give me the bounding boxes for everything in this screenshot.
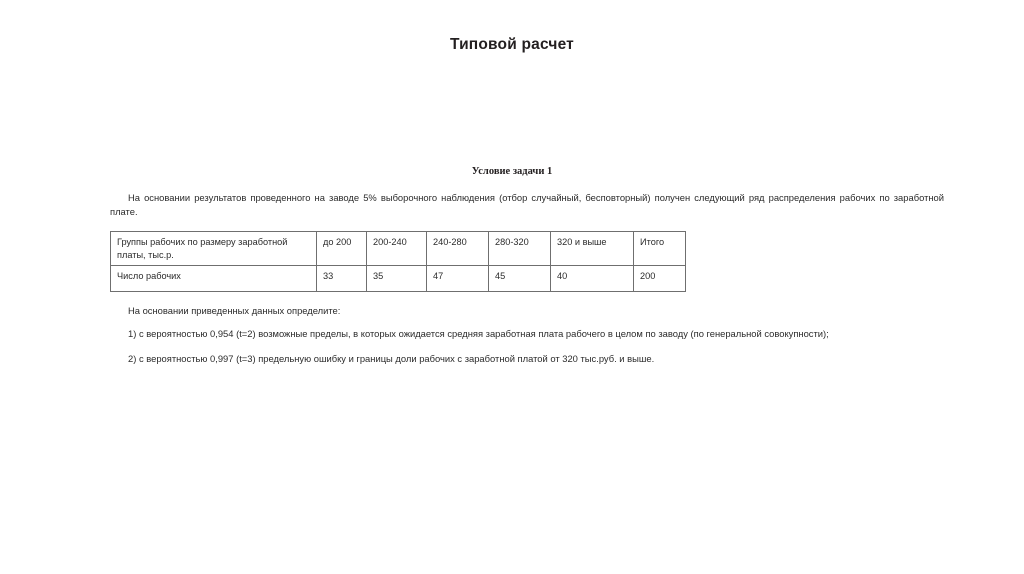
table-row xyxy=(111,232,686,266)
section-heading: Условие задачи 1 xyxy=(471,166,553,177)
cell-value-1: 35 xyxy=(367,266,427,292)
cell-value-2: 47 xyxy=(427,266,489,292)
cell-value-total: 200 xyxy=(634,266,686,292)
task-item-2: 2) с вероятностью 0,997 (t=3) предельную ошибку и границы доли рабочих с заработной платой от 320 тыс.руб. и выше. xyxy=(128,353,655,365)
page-title: Типовой расчет xyxy=(450,36,574,53)
row-label-groups: Группы рабочих по размеру заработной платы, тыс.р. xyxy=(111,232,317,266)
cell-value-3: 45 xyxy=(489,266,551,292)
distribution-table-wrapper xyxy=(110,231,944,292)
document-body xyxy=(80,191,944,366)
table-row xyxy=(111,266,686,292)
cell-value-0: 33 xyxy=(317,266,367,292)
distribution-table xyxy=(110,231,686,292)
column-header-0: до 200 xyxy=(317,232,367,266)
column-header-total: Итого xyxy=(634,232,686,266)
intro-paragraph: На основании результатов проведенного на заводе 5% выборочного наблюдения (отбор случайный, бесповторный) получен следующий ряд распределения рабочих по заработной плате. xyxy=(110,192,944,217)
column-header-1: 200-240 xyxy=(367,232,427,266)
cell-value-4: 40 xyxy=(551,266,634,292)
task-item-1: 1) с вероятностью 0,954 (t=2) возможные пределы, в которых ожидается средняя заработная плата рабочего в целом по заводу (по генеральной совокупности); xyxy=(128,328,829,340)
column-header-2: 240-280 xyxy=(427,232,489,266)
after-table-note: На основании приведенных данных определите: xyxy=(128,305,341,317)
row-label-workers: Число рабочих xyxy=(111,266,317,292)
column-header-4: 320 и выше xyxy=(551,232,634,266)
column-header-3: 280-320 xyxy=(489,232,551,266)
